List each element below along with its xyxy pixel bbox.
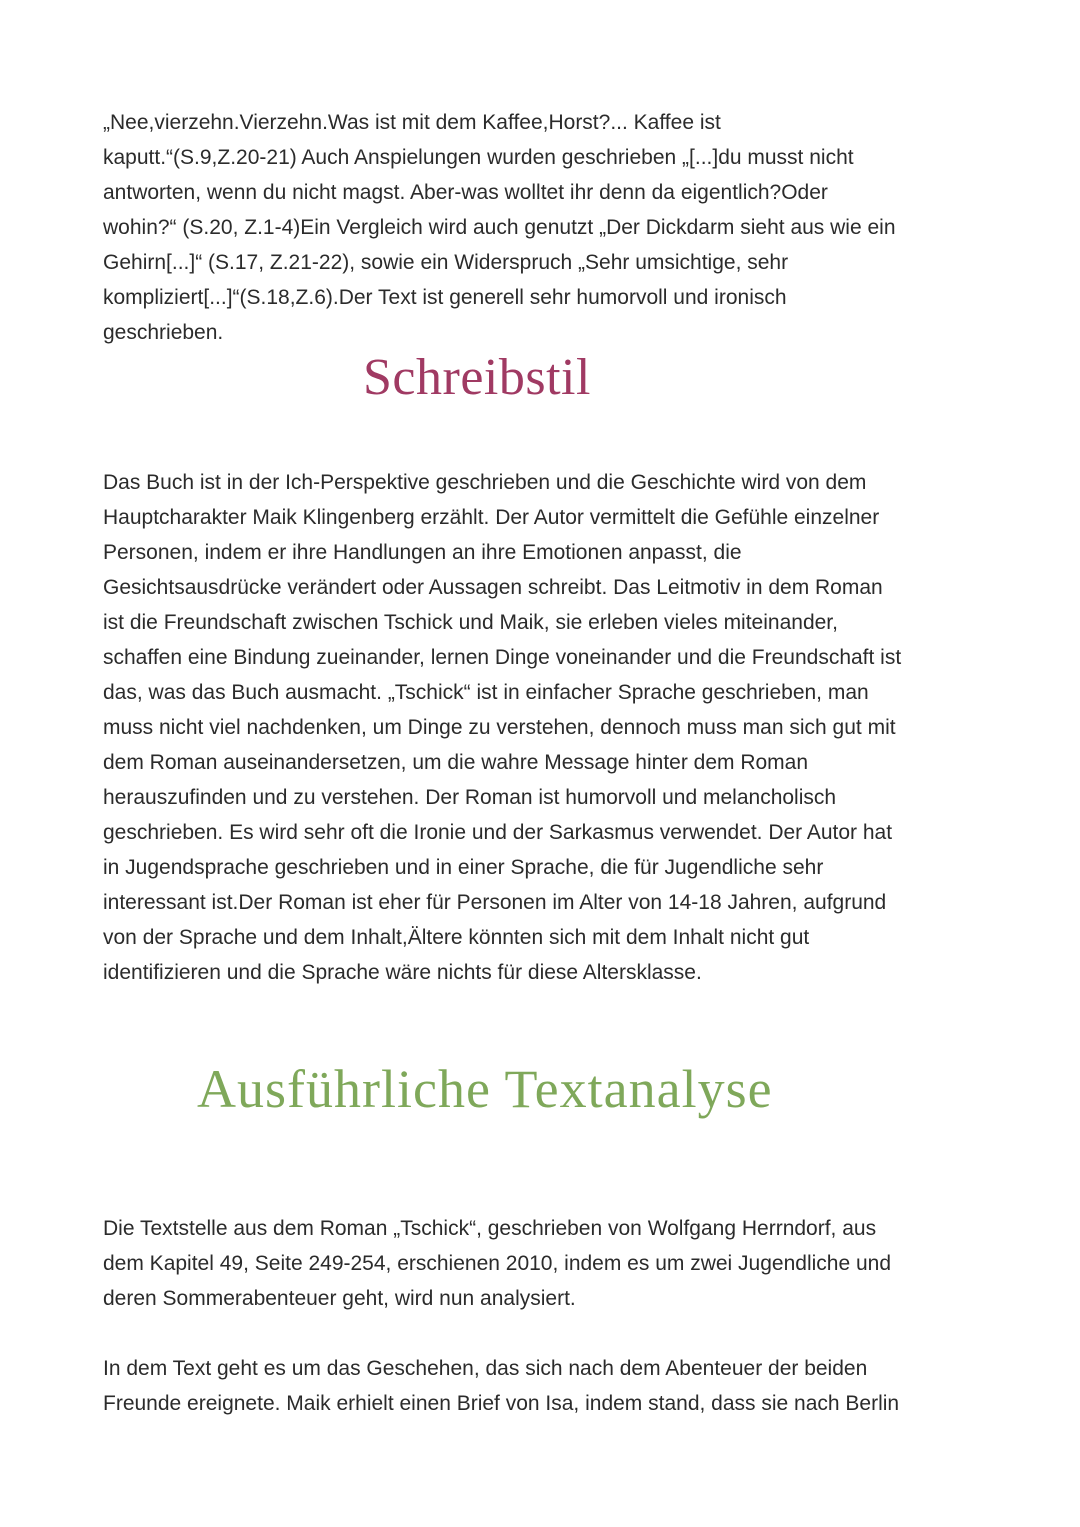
heading-schreibstil: Schreibstil <box>363 349 591 406</box>
textanalyse-paragraph-1: Die Textstelle aus dem Roman „Tschick“, geschrieben von Wolfgang Herrndorf, aus dem Kapitel 49, Seite 249-254, erschienen 2010, indem es um zwei Jugendliche und deren Sommerabenteuer geht, wird nun analysiert. <box>103 1217 892 1310</box>
heading-textanalyse: Ausführliche Textanalyse <box>197 1059 773 1119</box>
textanalyse-paragraph-2: In dem Text geht es um das Geschehen, das sich nach dem Abenteuer der beiden Freunde ereignete. Maik erhielt einen Brief von Isa, indem stand, dass sie nach Berlin <box>103 1357 900 1415</box>
schreibstil-paragraph: Das Buch ist in der Ich-Perspektive geschrieben und die Geschichte wird von dem Hauptcharakter Maik Klingenberg erzählt. Der Autor vermittelt die Gefühle einzelner Personen, indem er ihre Handlungen an ihre Emotionen anpasst, die Gesichtsausdrücke verändert oder Aussagen schreibt. Das Leitmotiv in dem Roman ist die Freundschaft zwischen Tschick und Maik, sie erleben vieles miteinander, schaffen eine Bindung zueinander, lernen Dinge voneinander und die Freundschaft ist das, was das Buch ausmacht. „Tschick“ ist in einfacher Sprache geschrieben, man muss nicht viel nachdenken, um Dinge zu verstehen, dennoch muss man sich gut mit dem Roman auseinandersetzen, um die wahre Message hinter dem Roman herauszufinden und zu verstehen. Der Roman ist humorvoll und melancholisch geschrieben. Es wird sehr oft die Ironie und der Sarkasmus verwendet. Der Autor hat in Jugendsprache geschrieben und in einer Sprache, die für Jugendliche sehr interessant ist.Der Roman ist eher für Personen im Alter von 14-18 Jahren, aufgrund von der Sprache und dem Inhalt,Ältere könnten sich mit dem Inhalt nicht gut identifizieren und die Sprache wäre nichts für diese Altersklasse. <box>103 471 902 984</box>
intro-paragraph: „Nee,vierzehn.Vierzehn.Was ist mit dem Kaffee,Horst?... Kaffee ist kaputt.“(S.9,Z.20-21) Auch Anspielungen wurden geschrieben „[...]du musst nicht antworten, wenn du nicht magst. Aber-was wolltet ihr denn da eigentlich?Oder wohin?“ (S.20, Z.1-4)Ein Vergleich wird auch genutzt „Der Dickdarm sieht aus wie ein Gehirn[...]“ (S.17, Z.21-22), sowie ein Widerspruch „Sehr umsichtige, sehr kompliziert[...]“(S.18,Z.6).Der Text ist generell sehr humorvoll und ironisch geschrieben. <box>103 111 896 344</box>
